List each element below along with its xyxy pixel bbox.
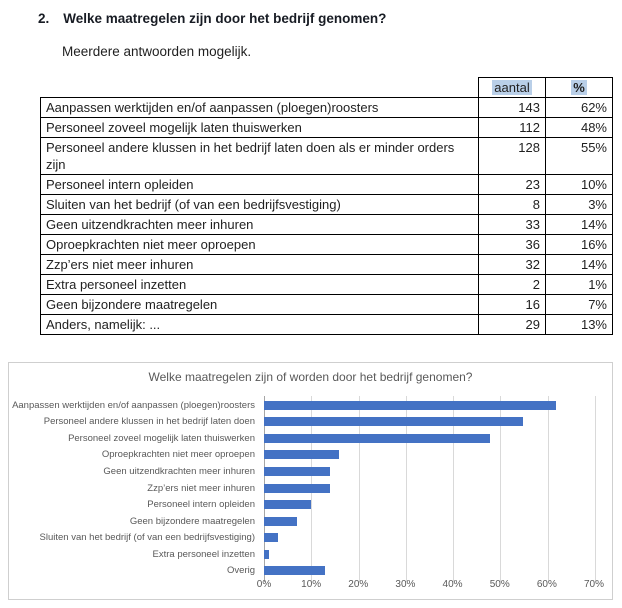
chart-bar-track bbox=[264, 430, 594, 447]
chart-bar-track bbox=[264, 463, 594, 480]
aantal-header-label: aantal bbox=[494, 80, 530, 95]
table-cell-aantal: 29 bbox=[479, 315, 546, 335]
question-number: 2. bbox=[38, 11, 50, 26]
table-row bbox=[41, 235, 613, 255]
chart-bar bbox=[264, 417, 523, 426]
question-subtitle: Meerdere antwoorden mogelijk. bbox=[62, 44, 252, 59]
bar-chart bbox=[8, 362, 613, 600]
x-tick-label: 60% bbox=[536, 579, 557, 590]
x-tick-label: 70% bbox=[583, 579, 605, 590]
table-row bbox=[41, 215, 613, 235]
table-row bbox=[41, 295, 613, 315]
x-tick-label: 50% bbox=[489, 579, 510, 590]
table-cell-percent: 48% bbox=[546, 118, 613, 138]
chart-rows bbox=[9, 397, 612, 579]
table-cell-label: Extra personeel inzetten bbox=[41, 275, 479, 295]
chart-bar bbox=[264, 533, 278, 542]
table-cell-label: Aanpassen werktijden en/of aanpassen (ploegen)roosters bbox=[41, 98, 479, 118]
chart-category-label: Geen uitzendkrachten meer inhuren bbox=[103, 465, 255, 477]
chart-category-label: Personeel intern opleiden bbox=[147, 499, 255, 511]
table-cell-aantal: 32 bbox=[479, 255, 546, 275]
chart-category-label: Zzp’ers niet meer inhuren bbox=[147, 482, 255, 494]
x-tick-label: 0% bbox=[256, 579, 272, 590]
table-cell-percent: 13% bbox=[546, 315, 613, 335]
table-row bbox=[41, 195, 613, 215]
table-row bbox=[41, 138, 613, 175]
table-header-spacer bbox=[41, 78, 479, 98]
chart-bar-track bbox=[264, 546, 594, 563]
chart-bar bbox=[264, 566, 325, 575]
table-row bbox=[41, 255, 613, 275]
table-cell-aantal: 23 bbox=[479, 175, 546, 195]
table-cell-label: Oproepkrachten niet meer oproepen bbox=[41, 235, 479, 255]
chart-bar bbox=[264, 467, 330, 476]
chart-bar bbox=[264, 401, 556, 410]
chart-row bbox=[9, 447, 612, 464]
chart-bar-track bbox=[264, 480, 594, 497]
chart-bar-track bbox=[264, 513, 594, 530]
chart-bar bbox=[264, 484, 330, 493]
x-tick-label: 30% bbox=[395, 579, 416, 590]
chart-row bbox=[9, 496, 612, 513]
chart-bar-track bbox=[264, 496, 594, 513]
table-row bbox=[41, 275, 613, 295]
chart-category-label: Personeel zoveel mogelijk laten thuiswerken bbox=[68, 432, 255, 444]
table-cell-aantal: 8 bbox=[479, 195, 546, 215]
chart-bar bbox=[264, 434, 490, 443]
table-cell-percent: 3% bbox=[546, 195, 613, 215]
chart-bar-track bbox=[264, 447, 594, 464]
chart-bar bbox=[264, 450, 339, 459]
table-cell-label: Anders, namelijk: ... bbox=[41, 315, 479, 335]
chart-bar-track bbox=[264, 397, 594, 414]
chart-x-axis bbox=[256, 579, 605, 592]
table-cell-label: Personeel andere klussen in het bedrijf laten doen als er minder orders zijn bbox=[41, 138, 479, 175]
chart-bar bbox=[264, 550, 269, 559]
table-cell-percent: 55% bbox=[546, 138, 613, 175]
chart-row bbox=[9, 513, 612, 530]
x-tick-label: 10% bbox=[301, 579, 322, 590]
table-cell-label: Zzp’ers niet meer inhuren bbox=[41, 255, 479, 275]
chart-row bbox=[9, 414, 612, 431]
table-cell-aantal: 36 bbox=[479, 235, 546, 255]
x-tick-label: 40% bbox=[442, 579, 463, 590]
chart-bar-track bbox=[264, 529, 594, 546]
chart-row bbox=[9, 562, 612, 579]
results-table-wrap bbox=[40, 77, 612, 335]
table-cell-aantal: 2 bbox=[479, 275, 546, 295]
table-cell-percent: 16% bbox=[546, 235, 613, 255]
chart-bar bbox=[264, 500, 311, 509]
chart-row bbox=[9, 430, 612, 447]
table-header-percent bbox=[546, 78, 613, 98]
chart-row bbox=[9, 397, 612, 414]
chart-category-label: Personeel andere klussen in het bedrijf laten doen bbox=[43, 416, 255, 428]
table-row bbox=[41, 118, 613, 138]
table-cell-percent: 14% bbox=[546, 255, 613, 275]
table-cell-percent: 10% bbox=[546, 175, 613, 195]
table-cell-label: Sluiten van het bedrijf (of van een bedrijfsvestiging) bbox=[41, 195, 479, 215]
chart-bar-track bbox=[264, 414, 594, 431]
table-header-aantal bbox=[479, 78, 546, 98]
chart-row bbox=[9, 529, 612, 546]
table-cell-percent: 62% bbox=[546, 98, 613, 118]
chart-category-label: Extra personeel inzetten bbox=[152, 548, 255, 560]
question-text: Welke maatregelen zijn door het bedrijf genomen? bbox=[63, 11, 387, 26]
table-cell-aantal: 112 bbox=[479, 118, 546, 138]
chart-bar-track bbox=[264, 562, 594, 579]
percent-header-label: % bbox=[573, 80, 585, 95]
question-heading bbox=[38, 11, 386, 26]
chart-category-label: Oproepkrachten niet meer oproepen bbox=[101, 449, 255, 461]
table-row bbox=[41, 315, 613, 335]
table-row bbox=[41, 98, 613, 118]
chart-category-label: Aanpassen werktijden en/of aanpassen (ploegen)roosters bbox=[12, 399, 255, 411]
results-table bbox=[40, 77, 613, 335]
chart-row bbox=[9, 463, 612, 480]
table-cell-percent: 1% bbox=[546, 275, 613, 295]
table-cell-label: Personeel zoveel mogelijk laten thuiswerken bbox=[41, 118, 479, 138]
table-cell-percent: 14% bbox=[546, 215, 613, 235]
x-tick-label: 20% bbox=[348, 579, 369, 590]
chart-title: Welke maatregelen zijn of worden door het bedrijf genomen? bbox=[148, 370, 473, 384]
chart-category-label: Sluiten van het bedrijf (of van een bedrijfsvestiging) bbox=[39, 532, 255, 544]
table-cell-aantal: 128 bbox=[479, 138, 546, 175]
table-header-row bbox=[41, 78, 613, 98]
chart-row bbox=[9, 546, 612, 563]
table-cell-aantal: 33 bbox=[479, 215, 546, 235]
table-cell-label: Personeel intern opleiden bbox=[41, 175, 479, 195]
table-cell-aantal: 143 bbox=[479, 98, 546, 118]
chart-category-label: Overig bbox=[227, 565, 255, 577]
table-row bbox=[41, 175, 613, 195]
chart-bar bbox=[264, 517, 297, 526]
table-cell-aantal: 16 bbox=[479, 295, 546, 315]
chart-row bbox=[9, 480, 612, 497]
chart-category-label: Geen bijzondere maatregelen bbox=[129, 515, 255, 527]
table-cell-label: Geen uitzendkrachten meer inhuren bbox=[41, 215, 479, 235]
table-cell-percent: 7% bbox=[546, 295, 613, 315]
table-cell-label: Geen bijzondere maatregelen bbox=[41, 295, 479, 315]
